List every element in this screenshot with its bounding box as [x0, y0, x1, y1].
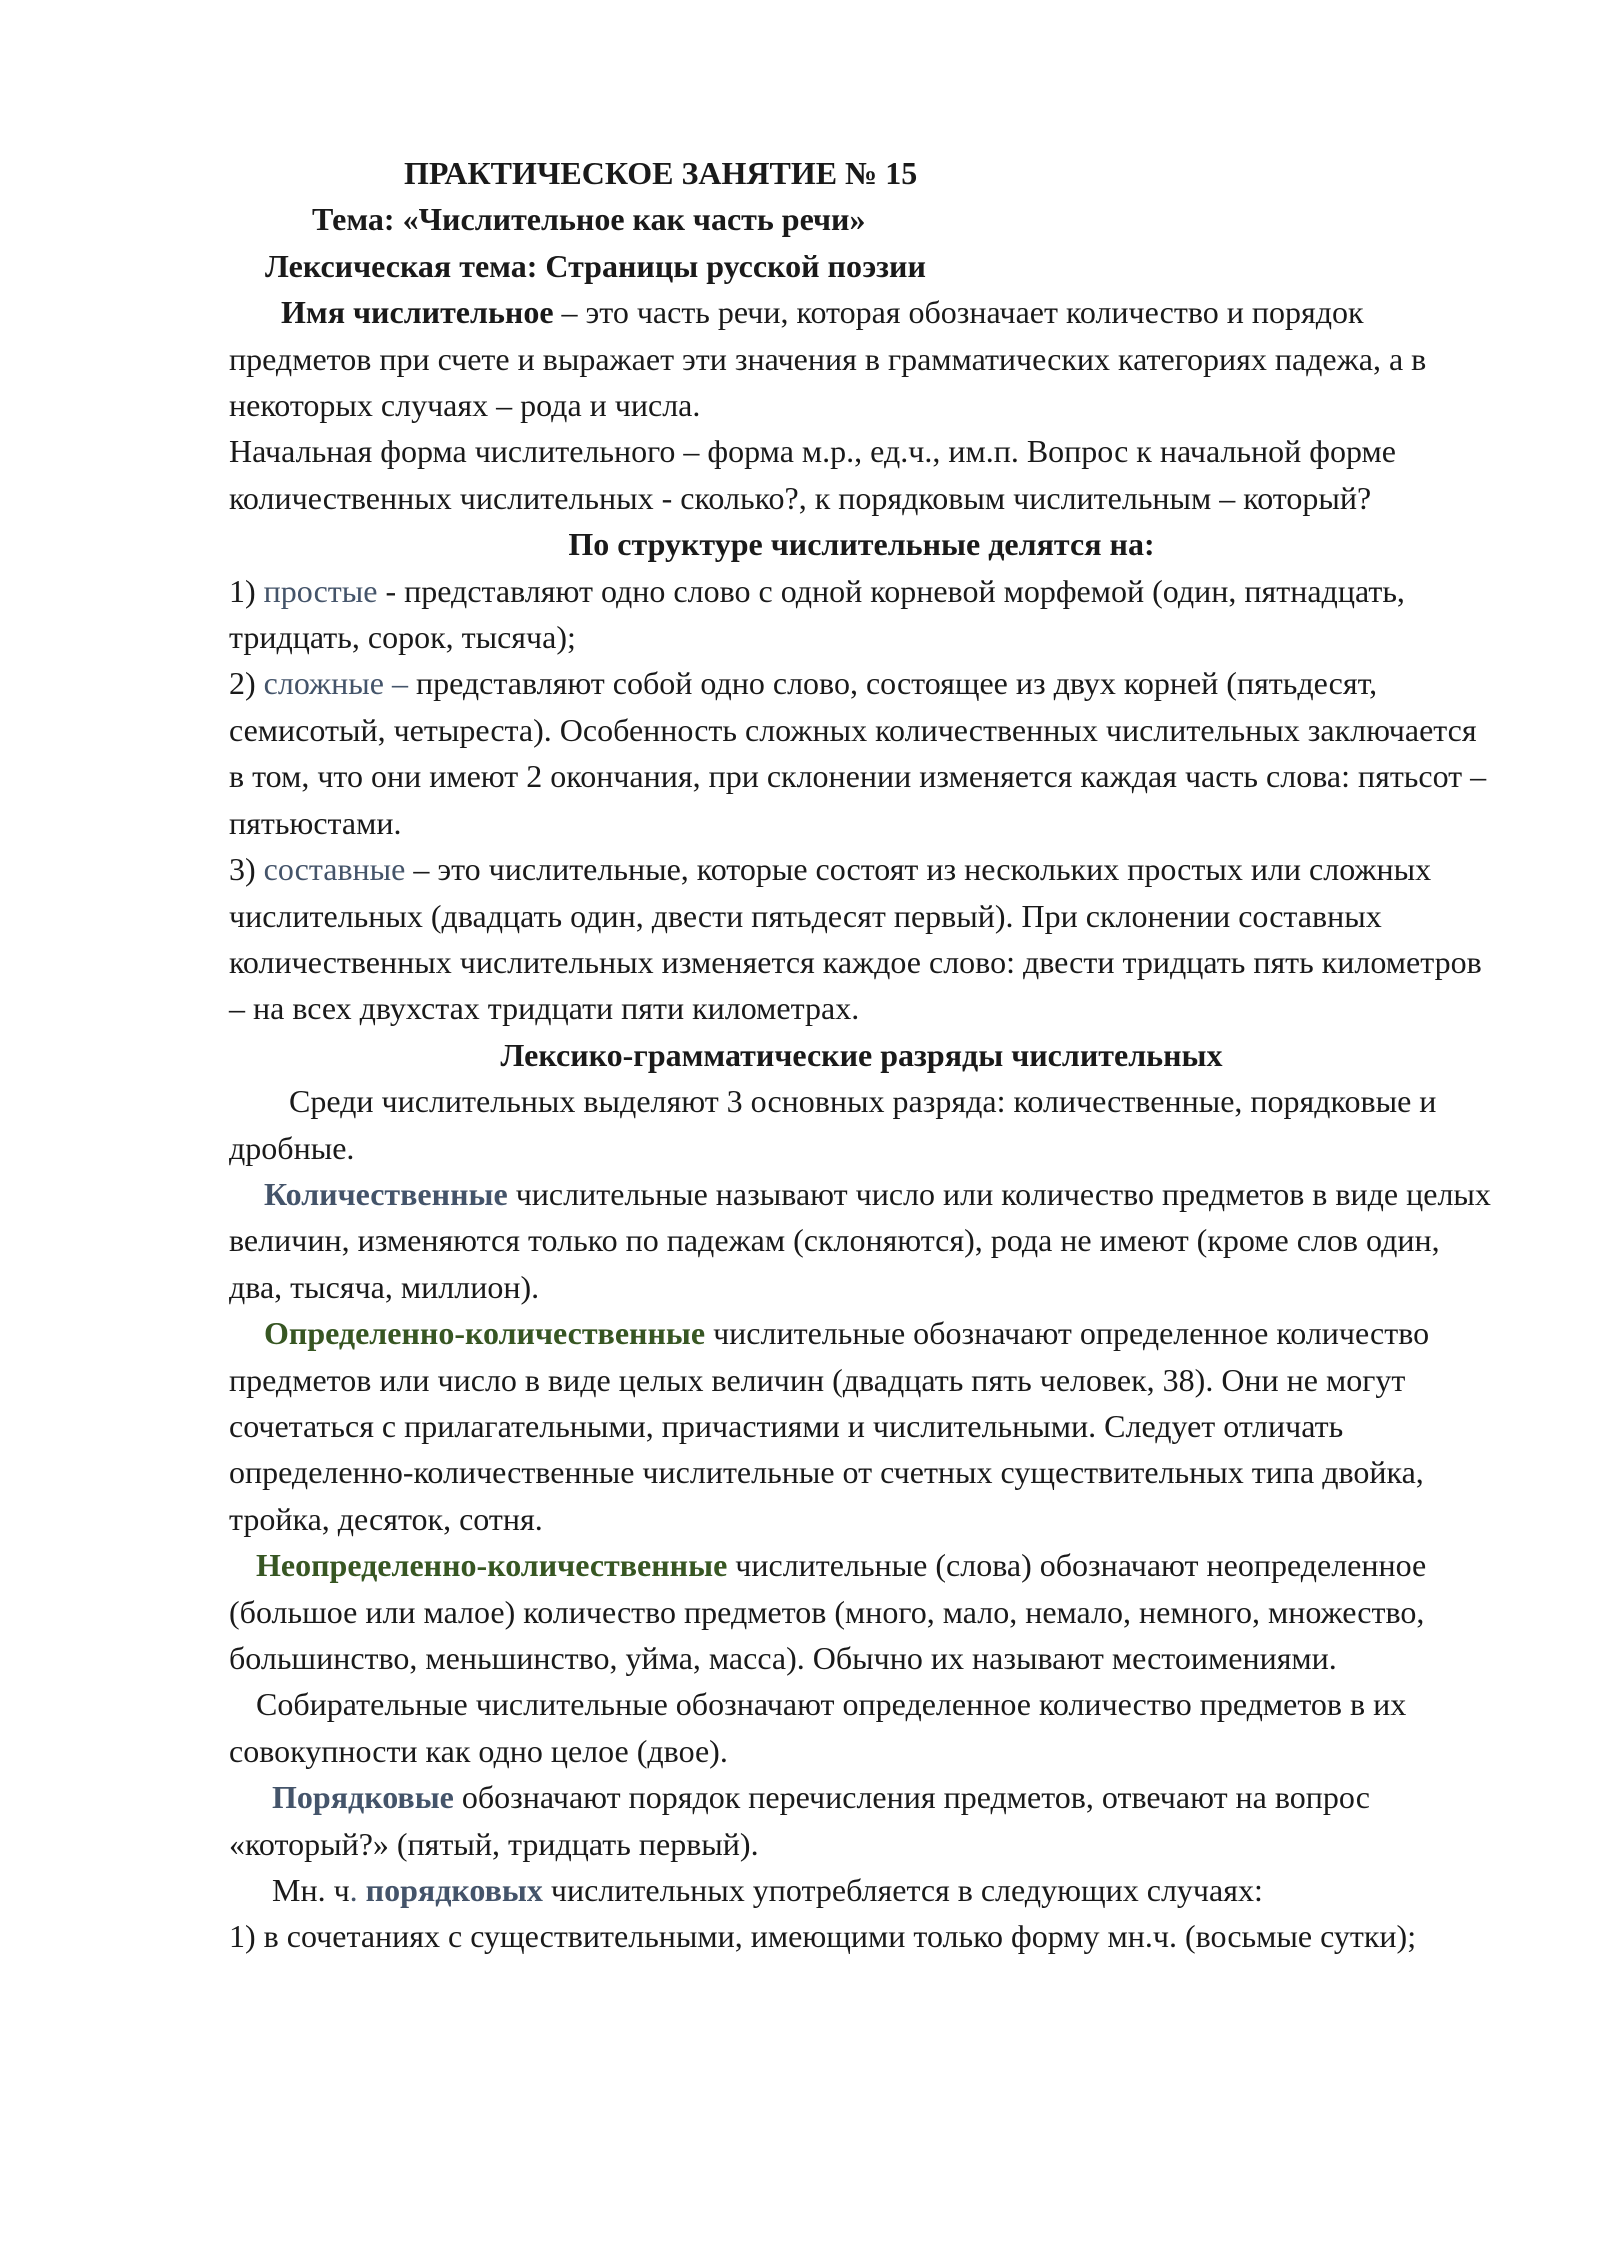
ordinal-paragraph: [229, 1774, 1494, 1867]
plural-case-1: 1) в сочетаниях с существительными, имеющими только форму мн.ч. (восьмые сутки);: [229, 1918, 1417, 1955]
indefinite-term: Неопределенно-количественные: [256, 1547, 728, 1584]
initial-form-paragraph: Начальная форма числительного – форма м.р., ед.ч., им.п. Вопрос к начальной форме количественных числительных - сколько?, к порядковым числительным – который?: [229, 433, 1396, 516]
collective-paragraph: Собирательные числительные обозначают определенное количество предметов в их совокупности как одно целое (двое).: [229, 1686, 1407, 1769]
quantitative-text: числительные называют число или количество предметов в виде целых величин, изменяются только по падежам (склоняются), рода не имеют (кроме слов один, два, тысяча, миллион).: [229, 1175, 1491, 1305]
lexical-topic-heading: Лексическая тема: Страницы русской поэзии: [265, 247, 926, 284]
document-body: [229, 150, 1494, 1960]
structure-heading: По структуре числительные делятся на:: [568, 526, 1155, 563]
structure-text-compound: – это числительные, которые состоят из нескольких простых или сложных числительных (двадцать один, двести пятьдесят первый). При склонении составных количественных числительных изменяется каждое слово: двести тридцать пять километров – на всех двухстах тридцати пяти километрах.: [229, 851, 1482, 1027]
structure-item-complex: [229, 660, 1494, 846]
definite-term: Определенно-количественные: [264, 1315, 706, 1352]
topic-heading: Тема: «Числительное как часть речи»: [312, 201, 866, 238]
structure-term-complex: сложные –: [263, 665, 408, 702]
intro-term: Имя числительное: [281, 294, 554, 331]
plural-prefix: Мн. ч: [272, 1872, 350, 1909]
structure-text-simple: - представляют одно слово с одной корневой морфемой (один, пятнадцать, тридцать, сорок, тысяча);: [229, 572, 1405, 656]
quantitative-paragraph: [229, 1171, 1494, 1310]
plural-text: числительных употребляется в следующих случаях:: [542, 1872, 1263, 1909]
definite-text: числительные обозначают определенное количество предметов или число в виде целых величин (двадцать пять человек, 38). Они не могут сочетаться с прилагательными, причастиями и числительными. Следует отличать определенно-количественные числительные от счетных существительных типа двойка, тройка, десяток, сотня.: [229, 1315, 1430, 1537]
structure-item-simple: [229, 568, 1494, 661]
categories-heading: Лексико-грамматические разряды числительных: [500, 1036, 1223, 1073]
structure-term-simple: простые: [263, 572, 378, 609]
plural-dot: .: [349, 1872, 366, 1909]
indefinite-paragraph: [229, 1542, 1494, 1681]
intro-definition: – это часть речи, которая обозначает количество и порядок предметов при счете и выражает эти значения в грамматических категориях падежа, а в некоторых случаях – рода и числа.: [229, 294, 1427, 424]
list-number: 2): [229, 665, 264, 702]
plural-paragraph: [229, 1867, 1494, 1913]
structure-term-compound: составные: [263, 851, 406, 888]
ordinal-text: обозначают порядок перечисления предметов, отвечают на вопрос «который?» (пятый, тридцать первый).: [229, 1779, 1370, 1862]
ordinal-term: Порядковые: [272, 1779, 454, 1816]
categories-intro: Среди числительных выделяют 3 основных разряда: количественные, порядковые и дробные.: [229, 1083, 1437, 1166]
list-number: 1): [229, 572, 264, 609]
structure-item-compound: [229, 846, 1494, 1032]
definite-paragraph: [229, 1310, 1494, 1542]
list-number: 3): [229, 851, 264, 888]
indefinite-text: числительные (слова) обозначают неопределенное (большое или малое) количество предметов (много, мало, немало, немного, множество, большинство, меньшинство, уйма, масса). Обычно их называют местоимениями.: [229, 1547, 1427, 1676]
page-title: ПРАКТИЧЕСКОЕ ЗАНЯТИЕ № 15: [404, 155, 918, 191]
structure-text-complex: представляют собой одно слово, состоящее из двух корней (пятьдесят, семисотый, четыреста). Особенность сложных количественных числительных заключается в том, что они имеют 2 окончания, при склонении изменяется каждая часть слова: пятьсот – пятьюстами.: [229, 665, 1487, 841]
intro-paragraph: [229, 289, 1494, 428]
quantitative-term: Количественные: [264, 1175, 508, 1212]
plural-term: порядковых: [365, 1872, 543, 1909]
